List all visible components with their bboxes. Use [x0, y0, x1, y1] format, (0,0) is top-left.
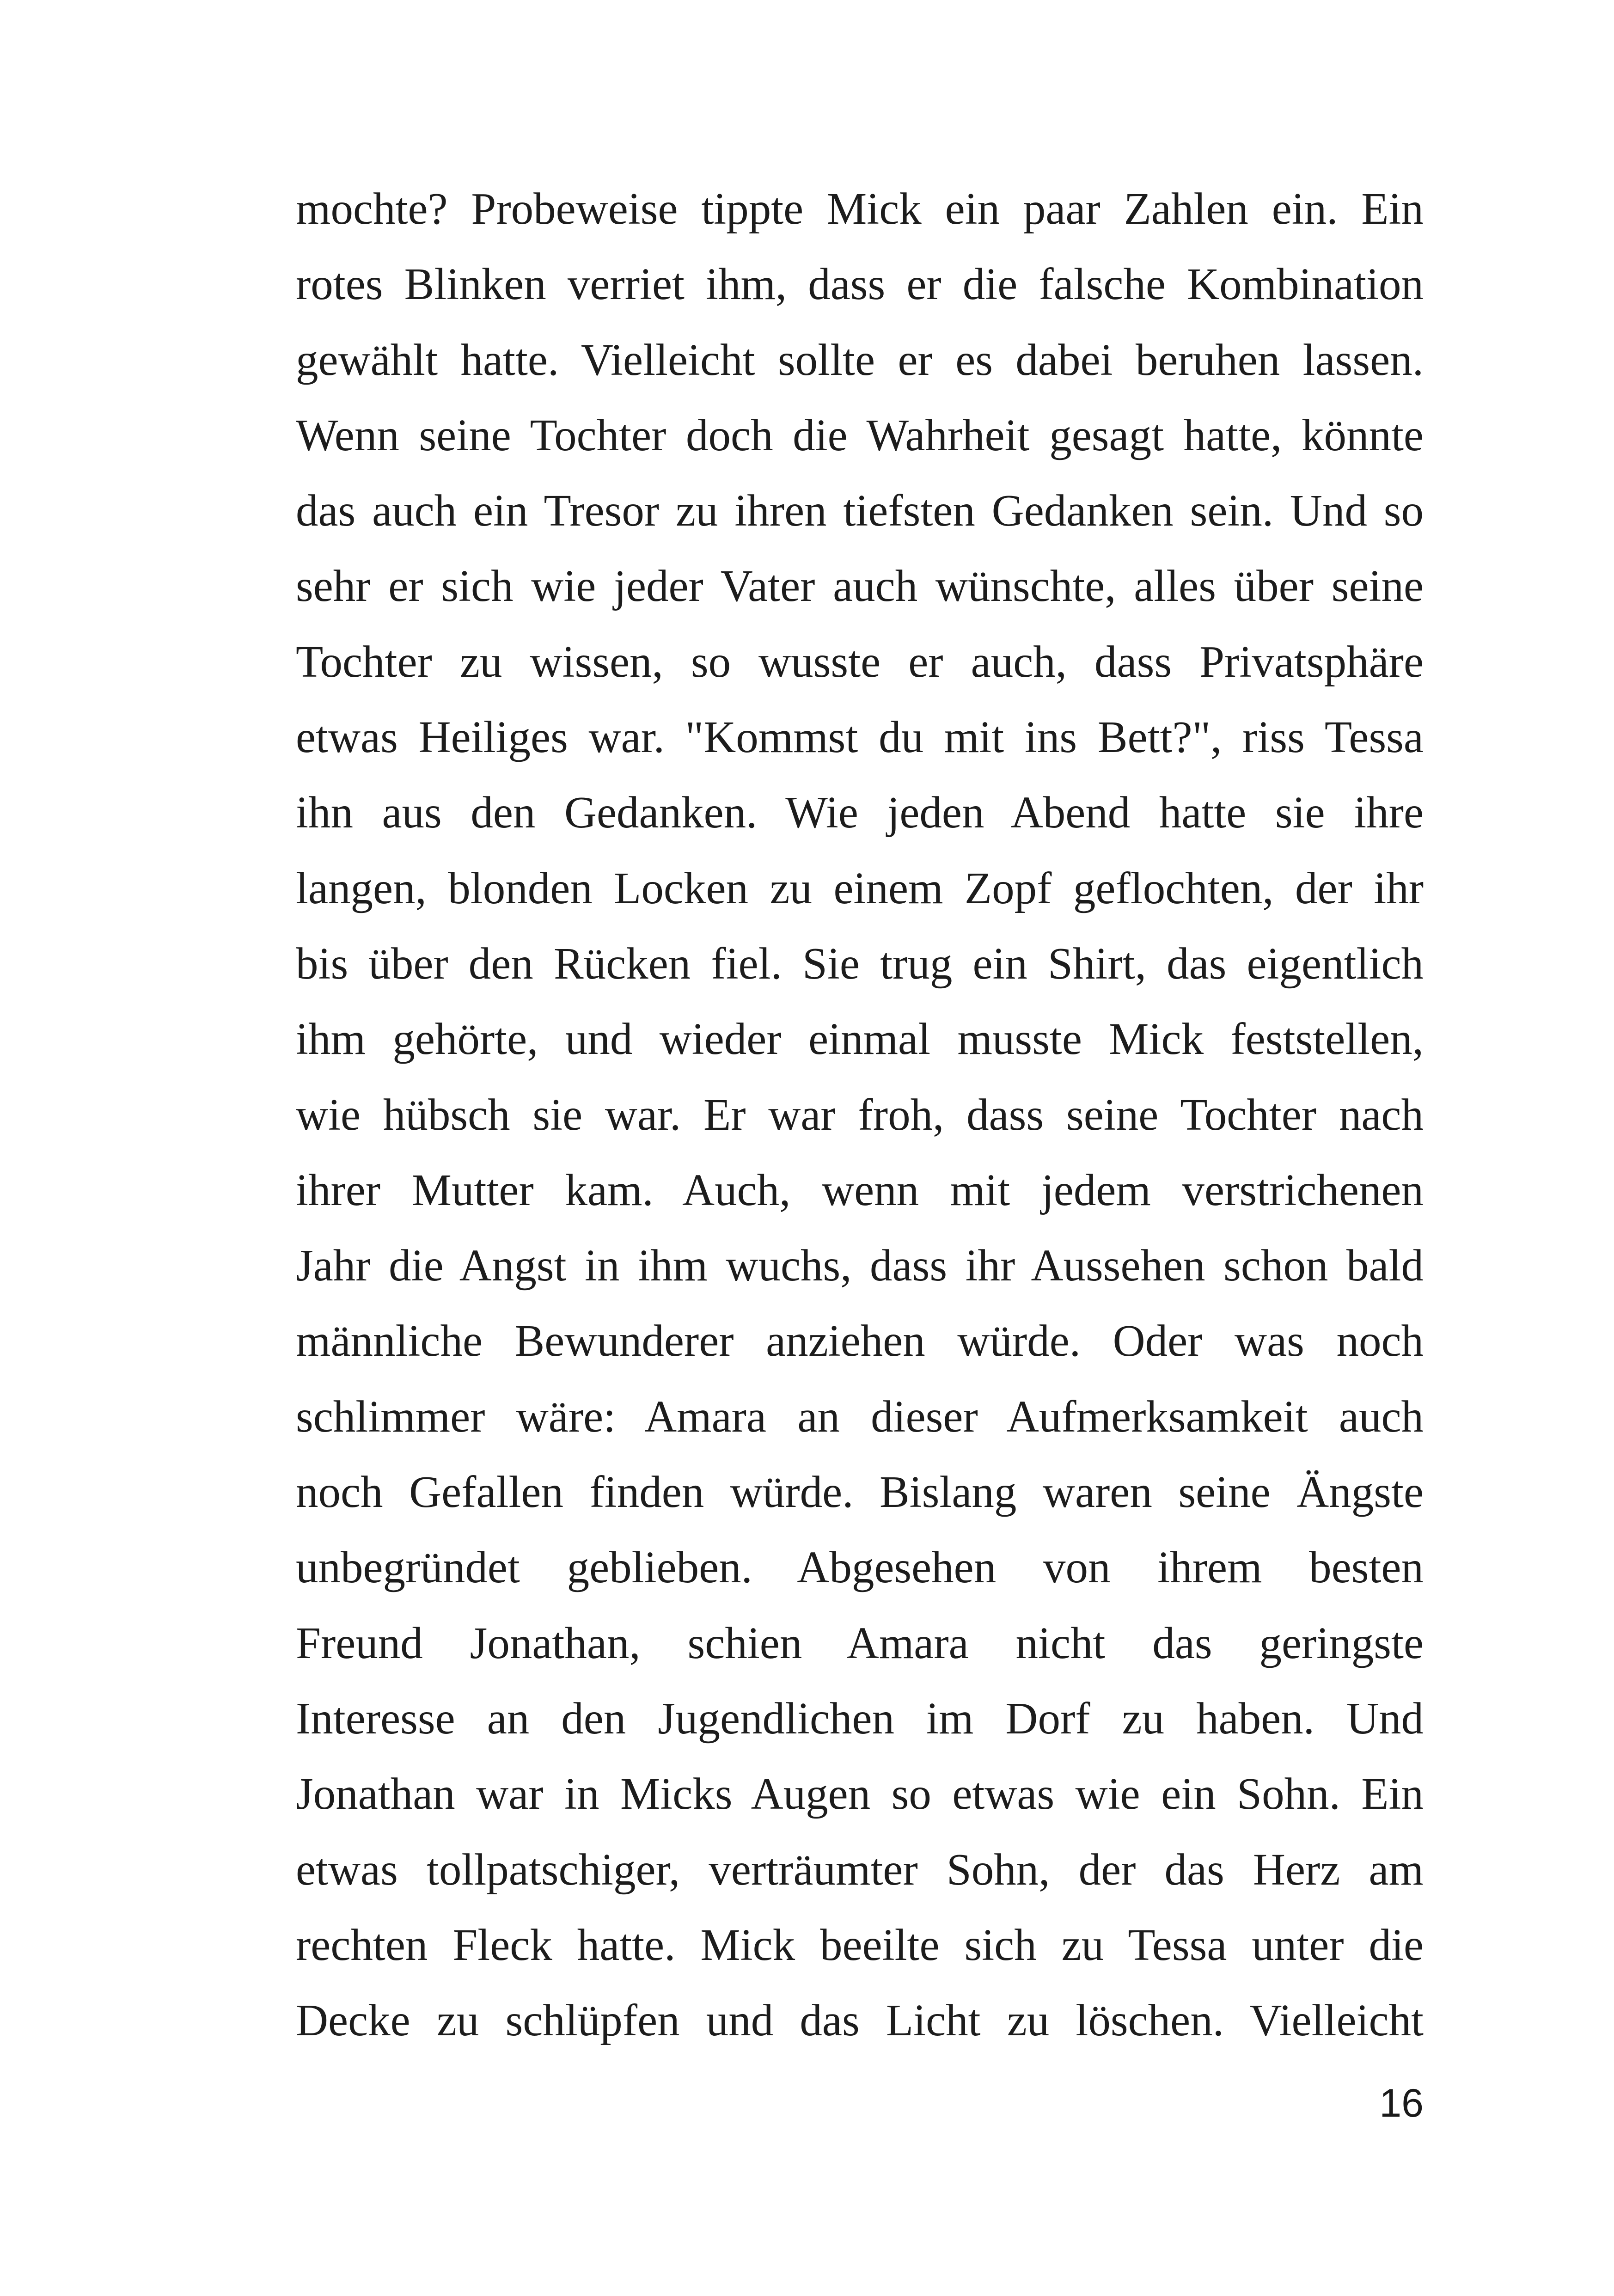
text-line: Tochter zu wissen, so wusste er auch, dass Privatsphäre: [296, 637, 1424, 686]
text-line: wie hübsch sie war. Er war froh, dass seine Tochter nach: [296, 1090, 1424, 1139]
page-number: 16: [1379, 2081, 1424, 2125]
text-line: Jahr die Angst in ihm wuchs, dass ihr Aussehen schon bald: [296, 1241, 1424, 1291]
text-line: rotes Blinken verriet ihm, dass er die falsche Kombination: [296, 259, 1424, 309]
text-line: unbegründet geblieben. Abgesehen von ihrem besten: [296, 1543, 1424, 1592]
text-line: Wenn seine Tochter doch die Wahrheit gesagt hatte, könnte: [296, 410, 1424, 460]
text-line: rechten Fleck hatte. Mick beeilte sich zu Tessa unter die: [296, 1920, 1424, 1970]
text-line: Decke zu schlüpfen und das Licht zu löschen. Vielleicht: [296, 1996, 1424, 2045]
text-line: Freund Jonathan, schien Amara nicht das geringste: [296, 1618, 1424, 1668]
body-text: [296, 171, 1424, 2058]
text-line: Interesse an den Jugendlichen im Dorf zu haben. Und: [296, 1693, 1424, 1743]
text-line: gewählt hatte. Vielleicht sollte er es dabei beruhen lassen.: [296, 335, 1424, 385]
text-line: etwas tollpatschiger, verträumter Sohn, der das Herz am: [296, 1844, 1424, 1894]
text-line: Jonathan war in Micks Augen so etwas wie ein Sohn. Ein: [296, 1769, 1424, 1819]
text-line: ihrer Mutter kam. Auch, wenn mit jedem verstrichenen: [296, 1165, 1424, 1215]
text-line: noch Gefallen finden würde. Bislang waren seine Ängste: [296, 1467, 1424, 1517]
text-line: etwas Heiliges war. "Kommst du mit ins Bett?", riss Tessa: [296, 712, 1424, 762]
text-line: sehr er sich wie jeder Vater auch wünschte, alles über seine: [296, 561, 1424, 611]
text-line: langen, blonden Locken zu einem Zopf geflochten, der ihr: [296, 863, 1424, 913]
text-line: bis über den Rücken fiel. Sie trug ein Shirt, das eigentlich: [296, 938, 1424, 988]
text-line: schlimmer wäre: Amara an dieser Aufmerksamkeit auch: [296, 1391, 1424, 1441]
text-line: mochte? Probeweise tippte Mick ein paar Zahlen ein. Ein: [296, 184, 1424, 233]
text-line: ihm gehörte, und wieder einmal musste Mick feststellen,: [296, 1014, 1424, 1064]
text-line: männliche Bewunderer anziehen würde. Oder was noch: [296, 1316, 1424, 1366]
text-line: ihn aus den Gedanken. Wie jeden Abend hatte sie ihre: [296, 788, 1424, 838]
text-line: das auch ein Tresor zu ihren tiefsten Gedanken sein. Und so: [296, 486, 1424, 536]
